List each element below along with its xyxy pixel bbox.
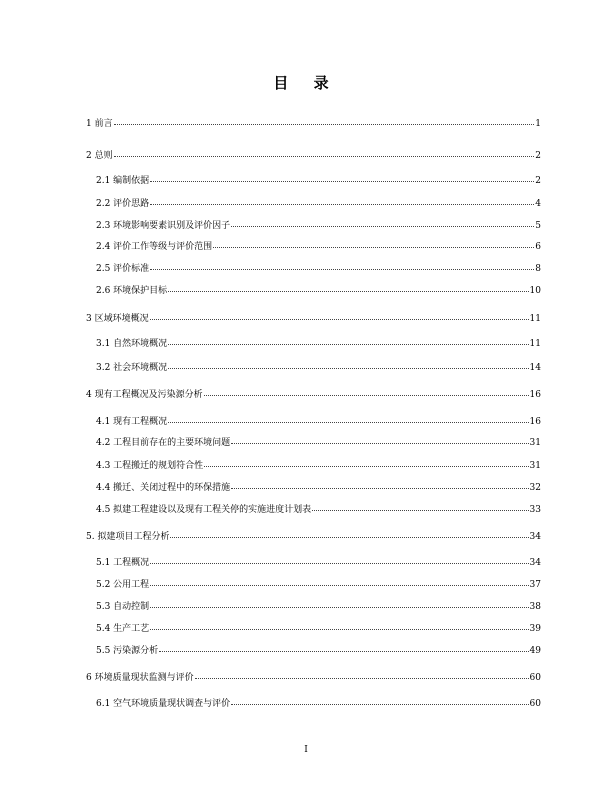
toc-entry-page-number: 31 — [529, 438, 541, 448]
dot-leader — [114, 156, 535, 157]
toc-entry-label: 3.1 自然环境概况 — [96, 339, 168, 349]
toc-entry[interactable] — [96, 623, 541, 635]
dot-leader — [204, 395, 529, 396]
dot-leader — [150, 269, 534, 270]
dot-leader — [150, 563, 528, 564]
toc-entry[interactable] — [96, 601, 541, 613]
toc-entry-page-number: 34 — [529, 558, 541, 568]
toc-entry[interactable] — [96, 437, 541, 449]
dot-leader — [168, 368, 528, 369]
toc-entry-page-number: 4 — [535, 199, 541, 209]
toc-entry-page-number: 38 — [529, 602, 541, 612]
toc-entry[interactable] — [96, 285, 541, 297]
toc-entry-label: 3.2 社会环境概况 — [96, 363, 168, 373]
dot-leader — [150, 319, 529, 320]
toc-entry-page-number: 37 — [529, 580, 541, 590]
toc-entry[interactable] — [86, 672, 541, 684]
toc-entry-label: 2.3 环境影响要素识别及评价因子 — [96, 221, 231, 231]
toc-entry-page-number: 10 — [529, 286, 541, 296]
toc-entry[interactable] — [96, 557, 541, 569]
toc-entry-label: 6.1 空气环境质量现状调查与评价 — [96, 699, 231, 709]
toc-entry-label: 1 前言 — [86, 119, 113, 129]
toc-entry-label: 4.4 搬迁、关闭过程中的环保措施 — [96, 483, 231, 493]
toc-entry-page-number: 11 — [529, 339, 541, 349]
toc-entry[interactable] — [86, 531, 541, 543]
toc-entry-label: 2 总则 — [86, 151, 113, 161]
dot-leader — [195, 678, 529, 679]
dot-leader — [168, 422, 528, 423]
toc-entry-page-number: 16 — [529, 390, 541, 400]
dot-leader — [159, 651, 528, 652]
toc-entry-label: 5.4 生产工艺 — [96, 624, 150, 634]
toc-entry[interactable] — [96, 241, 541, 253]
dot-leader — [231, 443, 528, 444]
toc-entry-label: 4 现有工程概况及污染源分析 — [86, 390, 203, 400]
toc-entry-page-number: 39 — [529, 624, 541, 634]
toc-entry[interactable] — [86, 150, 541, 162]
toc-entry-label: 5.2 公用工程 — [96, 580, 150, 590]
toc-entry[interactable] — [96, 482, 541, 494]
page-number: I — [304, 745, 308, 755]
toc-entry[interactable] — [86, 389, 541, 401]
toc-entry[interactable] — [96, 362, 541, 374]
dot-leader — [170, 537, 528, 538]
dot-leader — [231, 226, 534, 227]
toc-entry-page-number: 34 — [529, 532, 541, 542]
toc-entry-label: 2.6 环境保护目标 — [96, 286, 168, 296]
toc-entry-page-number: 5 — [535, 221, 541, 231]
dot-leader — [114, 124, 535, 125]
toc-entry-label: 4.3 工程搬迁的规划符合性 — [96, 461, 204, 471]
toc-entry[interactable] — [96, 263, 541, 275]
toc-entry-label: 4.2 工程目前存在的主要环境问题 — [96, 438, 231, 448]
toc-entry[interactable] — [96, 460, 541, 472]
toc-entry-label: 4.1 现有工程概况 — [96, 417, 168, 427]
toc-entry[interactable] — [86, 118, 541, 130]
dot-leader — [168, 291, 528, 292]
toc-entry-label: 2.1 编制依据 — [96, 176, 150, 186]
toc-entry-page-number: 33 — [529, 505, 541, 515]
toc-entry-label: 5. 拟建项目工程分析 — [86, 532, 170, 542]
dot-leader — [231, 488, 528, 489]
toc-entry-page-number: 6 — [535, 242, 541, 252]
toc-entry-page-number: 2 — [535, 151, 541, 161]
toc-entry-label: 2.2 评价思路 — [96, 199, 150, 209]
toc-entry-label: 2.5 评价标准 — [96, 264, 150, 274]
toc-entry-page-number: 49 — [529, 646, 541, 656]
toc-entry-label: 3 区域环境概况 — [86, 314, 149, 324]
dot-leader — [150, 629, 528, 630]
toc-entry[interactable] — [96, 175, 541, 187]
toc-entry-page-number: 60 — [529, 673, 541, 683]
toc-entry-page-number: 16 — [529, 417, 541, 427]
toc-title: 目 录 — [273, 74, 339, 92]
toc-entry-label: 5.1 工程概况 — [96, 558, 150, 568]
dot-leader — [150, 585, 528, 586]
toc-entry-page-number: 14 — [529, 363, 541, 373]
dot-leader — [204, 466, 528, 467]
toc-entry[interactable] — [96, 416, 541, 428]
toc-entry-label: 6 环境质量现状监测与评价 — [86, 673, 194, 683]
dot-leader — [150, 607, 528, 608]
toc-entry[interactable] — [96, 579, 541, 591]
toc-entry-page-number: 11 — [529, 314, 541, 324]
dot-leader — [150, 204, 534, 205]
toc-entry-label: 2.4 评价工作等级与评价范围 — [96, 242, 213, 252]
toc-entry[interactable] — [86, 313, 541, 325]
toc-entry-page-number: 60 — [529, 699, 541, 709]
toc-entry-page-number: 32 — [529, 483, 541, 493]
toc-entry-page-number: 2 — [535, 176, 541, 186]
toc-entry[interactable] — [96, 698, 541, 710]
toc-entry-label: 5.5 污染源分析 — [96, 646, 159, 656]
toc-entry-label: 4.5 拟建工程建设以及现有工程关停的实施进度计划表 — [96, 505, 312, 515]
toc-entry[interactable] — [96, 220, 541, 232]
toc-entry[interactable] — [96, 504, 541, 516]
dot-leader — [213, 247, 534, 248]
toc-entry[interactable] — [96, 645, 541, 657]
toc-entry[interactable] — [96, 338, 541, 350]
dot-leader — [231, 704, 528, 705]
toc-entry-page-number: 8 — [535, 264, 541, 274]
toc-entry-page-number: 1 — [535, 119, 541, 129]
dot-leader — [312, 510, 528, 511]
dot-leader — [168, 344, 528, 345]
toc-entry-page-number: 31 — [529, 461, 541, 471]
toc-entry-label: 5.3 自动控制 — [96, 602, 150, 612]
toc-entry[interactable] — [96, 198, 541, 210]
dot-leader — [150, 181, 534, 182]
